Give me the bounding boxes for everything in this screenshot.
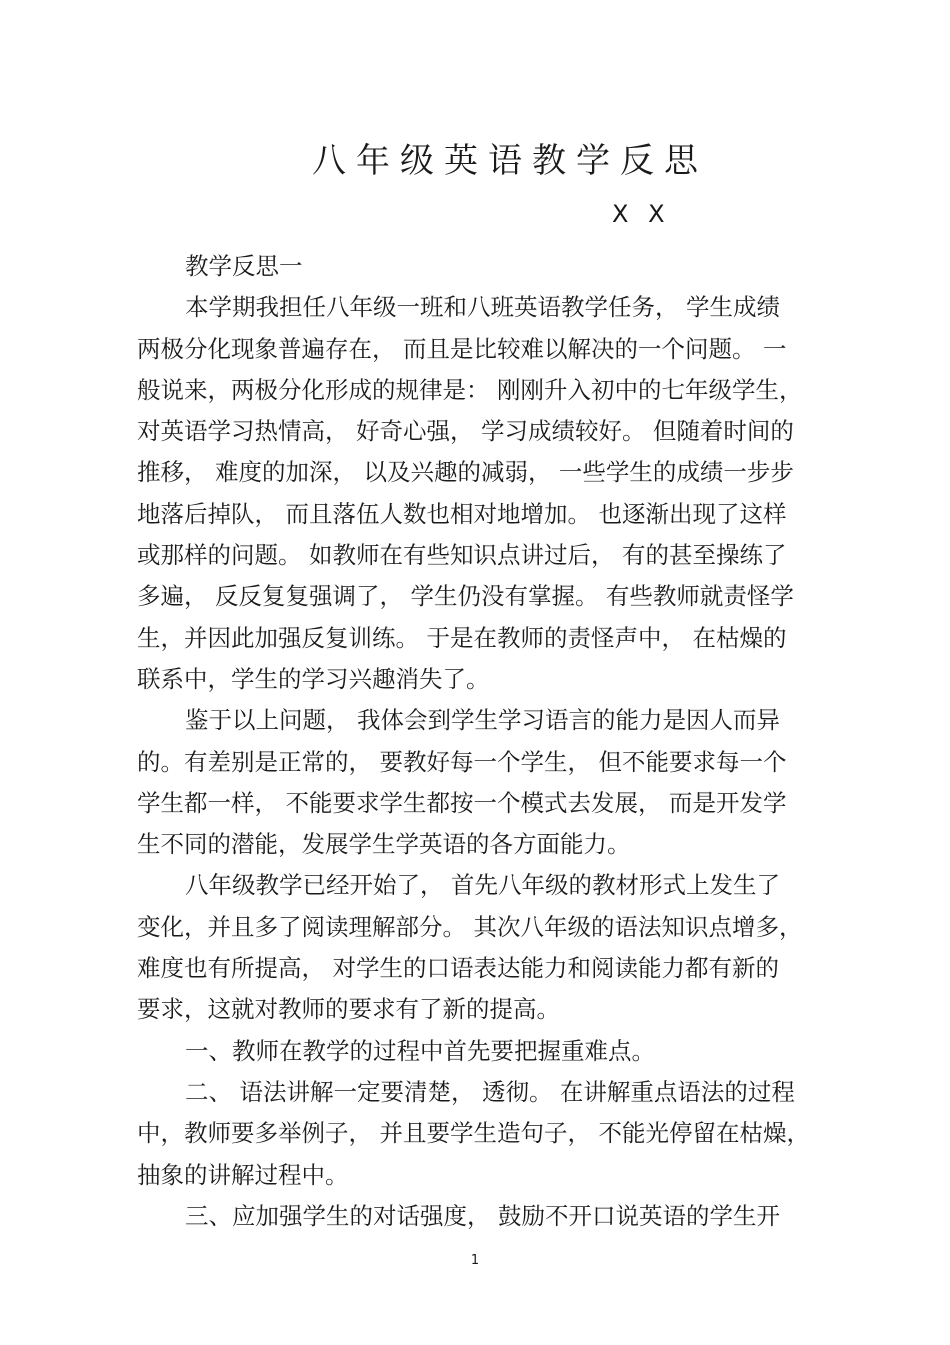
text-line: 要求，这就对教师的要求有了新的提高。 xyxy=(137,995,560,1024)
text-line: 的。有差别是正常的， 要教好每一个学生， 但不能要求每一个 xyxy=(137,747,787,776)
text-line: 生，并因此加强反复训练。 于是在教师的责怪声中， 在枯燥的 xyxy=(137,623,787,652)
text-line: 一、教师在教学的过程中首先要把握重难点。 xyxy=(185,1036,655,1065)
text-line: 学生都一样， 不能要求学生都按一个模式去发展， 而是开发学 xyxy=(137,788,787,817)
text-line: 两极分化现象普遍存在， 而且是比较难以解决的一个问题。 一 xyxy=(137,334,787,363)
text-line: 变化，并且多了阅读理解部分。 其次八年级的语法知识点增多， xyxy=(137,912,803,941)
text-line: 抽象的讲解过程中。 xyxy=(137,1160,349,1189)
text-line: 二、 语法讲解一定要清楚， 透彻。 在讲解重点语法的过程 xyxy=(185,1077,795,1106)
text-line: 对英语学习热情高， 好奇心强， 学习成绩较好。 但随着时间的 xyxy=(137,417,794,446)
text-line: 难度也有所提高， 对学生的口语表达能力和阅读能力都有新的 xyxy=(137,954,779,983)
text-line: 八年级教学已经开始了， 首先八年级的教材形式上发生了 xyxy=(185,871,780,900)
text-line: 推移， 难度的加深， 以及兴趣的减弱， 一些学生的成绩一步步 xyxy=(137,458,794,487)
text-line: 生不同的潜能，发展学生学英语的各方面能力。 xyxy=(137,830,631,859)
text-line: 鉴于以上问题， 我体会到学生学习语言的能力是因人而异 xyxy=(185,706,780,735)
document-title: 八年级英语教学反思 xyxy=(312,141,708,181)
text-line: 本学期我担任八年级一班和八班英语教学任务， 学生成绩 xyxy=(185,293,780,322)
text-line: 多遍， 反反复复强调了， 学生仍没有掌握。 有些教师就责怪学 xyxy=(137,582,794,611)
text-line: 中，教师要多举例子， 并且要学生造句子， 不能光停留在枯燥， xyxy=(137,1119,810,1148)
document-body xyxy=(137,246,817,1237)
page-number: 1 xyxy=(470,1253,480,1268)
text-line: 教学反思一 xyxy=(185,252,303,280)
text-line: 般说来，两极分化形成的规律是： 刚刚升入初中的七年级学生， xyxy=(137,375,803,404)
text-line: 三、应加强学生的对话强度， 鼓励不开口说英语的学生开 xyxy=(185,1201,780,1230)
document-author: X X xyxy=(612,200,671,228)
text-line: 地落后掉队， 而且落伍人数也相对地增加。 也逐渐出现了这样 xyxy=(137,499,787,528)
text-line: 联系中，学生的学习兴趣消失了。 xyxy=(137,664,490,693)
text-line: 或那样的问题。 如教师在有些知识点讲过后， 有的甚至操练了 xyxy=(137,541,787,570)
